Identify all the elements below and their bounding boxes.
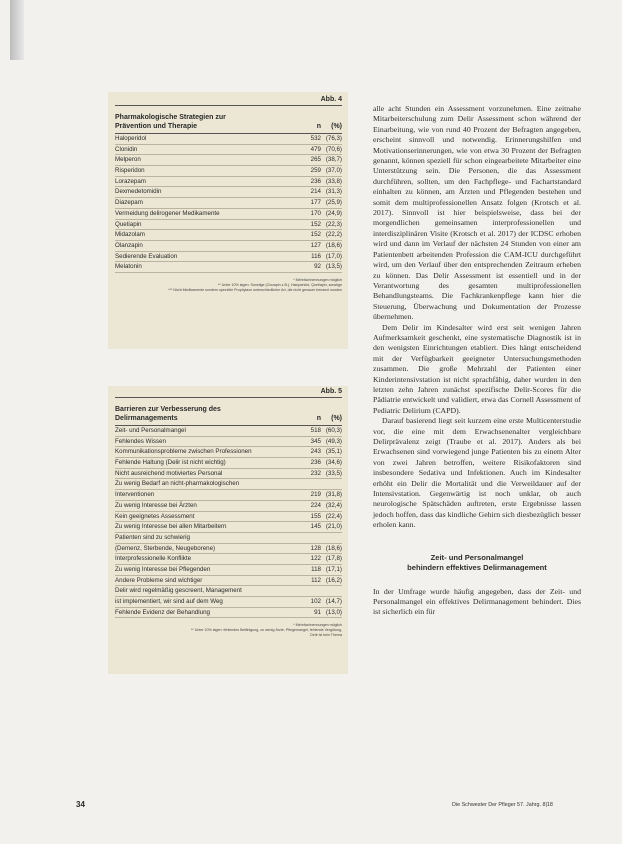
row-percent: (22,3)	[325, 220, 342, 228]
table-header	[115, 106, 342, 134]
row-count: 91	[314, 608, 321, 616]
table-row	[115, 597, 342, 608]
row-label: Zu wenig Interesse bei allen Mitarbeitern	[115, 523, 227, 531]
row-count: 170	[310, 209, 321, 217]
table-row	[115, 490, 342, 501]
row-percent	[321, 533, 342, 543]
paragraph: Darauf basierend liegt seit kurzem eine erste Multicenterstudie vor, die eine mit dem Erwachsenenalter vergleichbare Delirprävalenz zeigt (Traube et al. 2017). Anders als bei Erwachsenen sind vorwiegend junge Patienten bis zu einem Alter von zwei Jahren betroffen, weitere Risikofaktoren sind insbesondere Sedativa und Infektionen. Auch im Kindesalter erhöht ein Delir die Mortalität und die Verweildauer auf der Intensivstation. Gegenwärtig ist noch unklar, ob auch neurologische Spätschäden auftreten, erste Ergebnisse lassen jedoch hoffen, dass das kindliche Gehirn sich diesbezüglich besser erholen kann.	[373, 416, 581, 530]
row-count: 243	[310, 448, 321, 456]
row-percent: (60,3)	[325, 427, 342, 434]
row-percent: (17,8)	[325, 555, 342, 563]
row-percent: (49,3)	[325, 437, 342, 445]
row-label: Quetiapin	[115, 220, 142, 228]
table-row	[115, 230, 342, 241]
journal-footer: Die Schwester Der Pfleger 57. Jahrg. 8|18	[452, 802, 553, 808]
table-row	[115, 544, 342, 555]
row-count: 122	[310, 555, 321, 563]
row-label: Nicht ausreichend motiviertes Personal	[115, 469, 223, 477]
row-count: 155	[310, 512, 321, 520]
row-count: 265	[310, 156, 321, 164]
row-label: Zu wenig Bedarf an nicht-pharmakologischen	[115, 480, 240, 488]
table-row	[115, 586, 342, 597]
row-count: 219	[310, 491, 321, 499]
row-label: Zu wenig Interesse bei Pflegenden	[115, 565, 211, 573]
row-percent: (18,6)	[325, 544, 342, 552]
row-percent: (31,8)	[325, 491, 342, 499]
row-count: 118	[311, 565, 321, 573]
row-percent: (33,8)	[325, 177, 342, 185]
figure-label: Abb. 5	[115, 388, 342, 398]
row-percent: (13,0)	[325, 608, 342, 616]
table-footnotes	[115, 623, 342, 638]
row-count: 479	[310, 145, 321, 153]
row-count: 518	[310, 427, 321, 434]
row-label: Haloperidol	[115, 135, 147, 142]
paragraph: In der Umfrage wurde häufig angegeben, dass der Zeit- und Personalmangel ein effektives Delirmanagement behindert. Dies ist sicherlich ein für	[373, 586, 581, 617]
row-percent	[321, 586, 342, 596]
footnote: Delir ist kein Thema	[310, 633, 342, 638]
row-percent: (18,6)	[325, 241, 342, 249]
row-percent: (24,9)	[325, 209, 342, 217]
row-percent: (70,6)	[325, 145, 342, 153]
table-row	[115, 198, 342, 209]
table-row	[115, 209, 342, 220]
row-label: Midazolam	[115, 231, 145, 239]
row-label: Zu wenig Interesse bei Ärzten	[115, 501, 197, 509]
table-row	[115, 512, 342, 523]
row-percent: (31,3)	[325, 188, 342, 196]
row-percent: (32,4)	[325, 501, 342, 509]
row-count: 152	[310, 231, 321, 239]
row-label: Delir wird regelmäßig gescreent, Management	[115, 587, 242, 595]
row-percent: (17,0)	[325, 252, 342, 260]
row-count: 236	[310, 459, 321, 467]
row-percent: (13,5)	[325, 263, 342, 271]
row-label: Sedierende Evaluation	[115, 252, 178, 260]
row-label: Interprofessionelle Konflikte	[115, 555, 192, 563]
column-percent: (%)	[331, 415, 342, 422]
table-row	[115, 145, 342, 156]
table-row	[115, 533, 342, 544]
row-label: Kein geeignetes Assessment	[115, 512, 195, 520]
row-count: 102	[310, 598, 321, 605]
table-row	[115, 608, 342, 619]
row-count: 145	[310, 523, 321, 531]
row-percent: (17,1)	[325, 565, 342, 573]
row-count: 224	[310, 501, 321, 509]
row-percent: (34,6)	[325, 459, 342, 467]
row-label: Fehlendes Wissen	[115, 437, 166, 445]
row-percent: (76,3)	[325, 135, 342, 142]
table-row	[115, 134, 342, 145]
row-count: 152	[310, 220, 321, 228]
row-label: Melatonin	[115, 263, 142, 271]
row-label: Fehlende Evidenz der Behandlung	[115, 608, 210, 616]
table-row	[115, 469, 342, 480]
footnote: * Mehrfachnennungen möglich	[293, 277, 342, 282]
row-label: Andere Probleme sind wichtiger	[115, 576, 203, 584]
table-row	[115, 437, 342, 448]
table-row	[115, 447, 342, 458]
row-label: Dexmedetomidin	[115, 188, 162, 196]
row-label: Clonidin	[115, 145, 138, 153]
row-count: 177	[310, 199, 321, 207]
row-count: 232	[310, 469, 321, 477]
paragraph: Dem Delir im Kindesalter wird erst seit wenigen Jahren Aufmerksamkeit geschenkt, eine systematische Diagnostik ist in den wenigsten Einrichtungen etabliert. Dies hängt entscheidend mit der Verfügbarkeit geeigneter Untersuchungsmethoden zusammen. Die große Mehrzahl der Patienten einer Kinderintensivstation ist nicht sprachfähig, daher wurden in den letzten zehn Jahren zunächst spezifische Delir-Scores für die Pädiatrie entwickelt und validiert, etwa das Cornell Assessment of Pediatric Delirium (CAPD).	[373, 322, 581, 415]
table-row	[115, 576, 342, 587]
column-n: n	[316, 415, 321, 422]
table-row	[115, 565, 342, 576]
table-row	[115, 177, 342, 188]
row-percent: (21,0)	[325, 523, 342, 531]
footnote: * Mehrfachnennungen möglich	[293, 623, 342, 628]
section-heading: Zeit- und Personalmangel behindern effektives Delirmanagement	[407, 552, 547, 572]
row-percent: (35,1)	[325, 448, 342, 456]
footnote: ** Unter 10% lagen: Sonstige (Clozapin z.B.), Haloperidol, Quetiapin, sonstige	[217, 282, 342, 287]
row-count: 127	[310, 241, 321, 249]
table-footnotes	[115, 278, 342, 293]
table-row	[115, 479, 342, 490]
table-barriers	[115, 388, 342, 638]
column-percent: (%)	[331, 123, 342, 130]
row-count: 236	[310, 177, 321, 185]
table-body	[115, 134, 342, 273]
row-percent	[321, 479, 342, 489]
table-pharmacological-strategies	[115, 96, 342, 293]
article-text-column	[373, 104, 581, 618]
table-row	[115, 262, 342, 273]
row-count: 345	[310, 437, 321, 445]
row-count	[295, 533, 321, 543]
row-percent: (33,5)	[325, 469, 342, 477]
row-label: Melperon	[115, 156, 141, 164]
row-label: Olanzapin	[115, 241, 143, 249]
row-label: (Demenz, Sterbende, Neugeborene)	[115, 544, 216, 552]
row-label: Risperidon	[115, 167, 145, 175]
row-count: 214	[310, 188, 321, 196]
paragraph: alle acht Stunden ein Assessment vorzunehmen. Eine zeitnahe Mitarbeiterschulung zum Delir Assessment schon während der Einarbeitung, wie von rund 40 Prozent der Befragten angegeben, erscheint sinnvoll und notwendig. Erinnerungshilfen und Motivationserinnerungen, wie von etwa 30 Prozent der Befragten genannt, können speziell für schon eingearbeitete Mitarbeiter eine Unterstützung sein. Die Personen, die das Assessment durchführen, sollten, um den Fachpflege- und Fachartstandard einhalten zu können, am Ärzten und Pflegenden bestehen und somit dem multiprofessionellen Ansatz folgen (Krotsch et al. 2017). Sinnvoll ist hier beispielsweise, dass bei der morgendlichen gemeinsamen interprofessionellen und interdisziplinären Visite (Krotsch et al. 2017) der ICDSC erhoben wird und dann im Verlauf der nächsten 24 Stunden von einer am Patientenbett arbeitenden Profession die CAM-ICU durchgeführt wird, um den Verlauf über den entsprechenden Zeitraum erheben zu können. Das Delir Assessment ist essentiell und in der Verantwortung des gesamten multiprofessionellen Behandlungsteams. Die Fachkrankenpflege kann hier die Steuerung, Überwachung und Dokumentation der Prozesse übernehmen.	[373, 104, 581, 322]
table-row	[115, 554, 342, 565]
row-label: Lorazepam	[115, 177, 146, 185]
row-percent: (25,9)	[325, 199, 342, 207]
row-label: Zeit- und Personalmangel	[115, 427, 186, 434]
row-count: 532	[310, 135, 321, 142]
table-body	[115, 426, 342, 618]
row-label: Interventionen	[115, 491, 155, 499]
table-header	[115, 398, 342, 426]
column-n: n	[316, 123, 321, 130]
row-count: 92	[314, 263, 321, 271]
binding-edge	[10, 0, 24, 60]
row-count: 259	[310, 167, 321, 175]
table-row	[115, 252, 342, 263]
figure-label: Abb. 4	[115, 96, 342, 106]
row-count: 116	[311, 252, 321, 260]
table-row	[115, 220, 342, 231]
footnote: *** Nicht Medikamente sondern spezielle Prophylaxe unterschiedlicher Art, die nicht genauer benannt wurden	[168, 287, 342, 292]
row-percent: (14,7)	[325, 598, 342, 605]
row-count: 128	[310, 544, 321, 552]
table-row	[115, 501, 342, 512]
footnote: ** Unter 10% lagen: fehlendes Befähigung, zu wenig Ärzte, Pflegemangel, fehlende Vergütung,	[190, 628, 342, 633]
row-label: Patienten sind zu schwierig	[115, 533, 190, 541]
row-label: ist implementiert, wir sind auf dem Weg	[115, 598, 223, 605]
row-percent: (22,2)	[325, 231, 342, 239]
row-percent: (16,2)	[325, 576, 342, 584]
table-title: Barrieren zur Verbesserung des Delirmanagements	[115, 406, 221, 422]
table-title: Pharmakologische Strategien zur Prävention und Therapie	[115, 114, 226, 130]
table-row	[115, 522, 342, 533]
page-number: 34	[76, 800, 85, 809]
table-row	[115, 187, 342, 198]
row-percent: (22,4)	[325, 512, 342, 520]
row-percent: (38,7)	[325, 156, 342, 164]
row-label: Fehlende Haltung (Delir ist nicht wichtig)	[115, 459, 226, 467]
table-row	[115, 166, 342, 177]
table-row	[115, 458, 342, 469]
row-count	[295, 479, 321, 489]
row-label: Vermeidung delirogener Medikamente	[115, 209, 220, 217]
row-label: Kommunikationsprobleme zwischen Professionen	[115, 448, 252, 456]
table-row	[115, 155, 342, 166]
table-row	[115, 426, 342, 437]
row-count: 112	[311, 576, 321, 584]
row-percent: (37,0)	[325, 167, 342, 175]
row-label: Diazepam	[115, 199, 143, 207]
row-count	[295, 586, 321, 596]
table-row	[115, 241, 342, 252]
